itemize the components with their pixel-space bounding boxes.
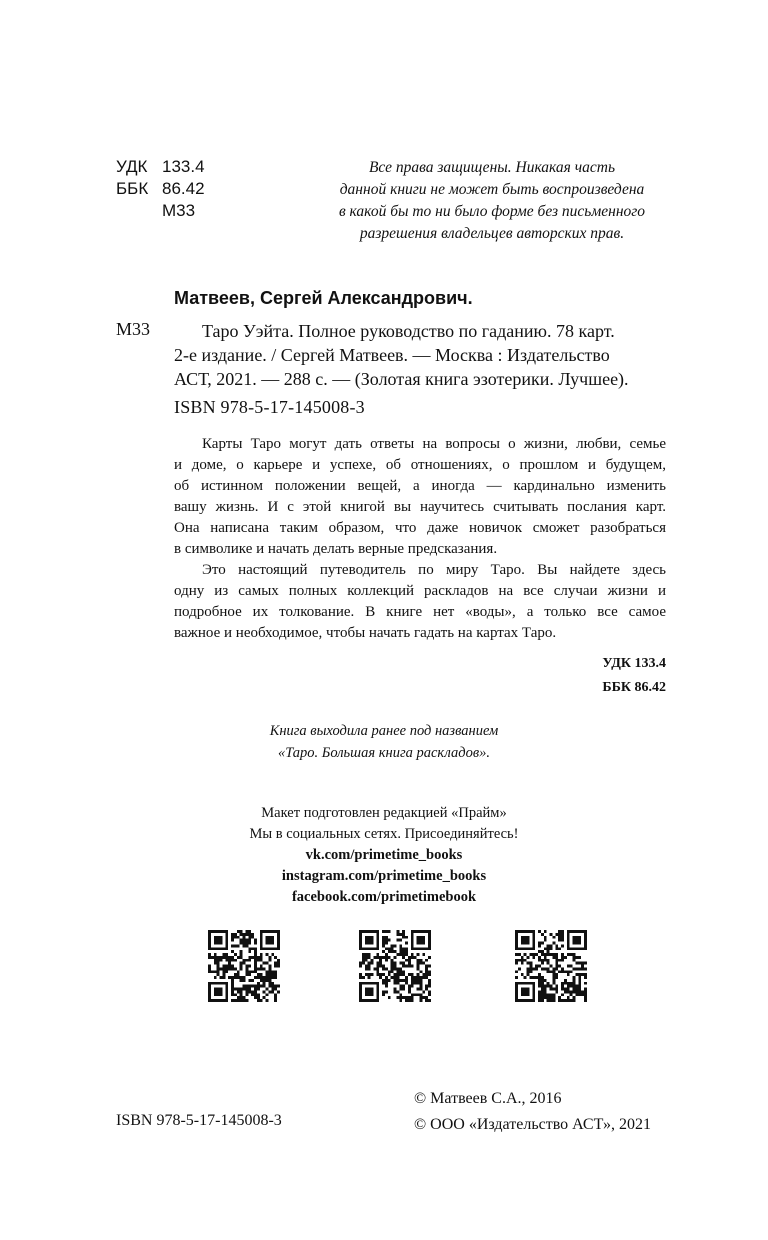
author-heading: Матвеев, Сергей Александрович. [174,288,473,308]
qr-code-icon [208,930,280,1002]
annotation-line: в символике и начать делать верные предсказания. [174,541,498,557]
biblio-line: Таро Уэйта. Полное руководство по гаданию. 78 карт. [202,321,615,341]
annotation-line: и доме, о карьере и успехе, об отношениях, о прошлом и будущем, [174,457,666,473]
note-line: «Таро. Большая книга раскладов». [278,745,490,761]
instagram-link[interactable]: instagram.com/primetime_books [281,868,487,884]
annotation-line: важное и необходимое, чтобы начать гадать на картах Таро. [174,625,557,641]
isbn-record: ISBN 978-5-17-145008-3 [174,397,365,417]
editorial-block [184,803,584,908]
bbk-value: 86.42 [162,179,205,198]
facebook-qr-code[interactable] [515,930,587,1002]
editorial-line: Макет подготовлен редакцией «Прайм» [261,805,507,821]
qr-code-icon [359,930,431,1002]
author-code-top: М33 [162,201,196,220]
instagram-qr-code[interactable] [359,930,431,1002]
rights-line: в какой бы то ни было форме без письменного [338,203,646,220]
udk-row [116,156,205,178]
previous-edition-note [184,720,584,764]
vk-qr-code[interactable] [208,930,280,1002]
social-invite: Мы в социальных сетях. Присоединяйтесь! [249,826,519,842]
classification-block [116,156,205,222]
udk-right: УДК 133.4 [602,656,666,671]
copyright-line: © Матвеев С.А., 2016 [414,1090,562,1107]
rights-notice [318,157,666,245]
biblio-line: 2-е издание. / Сергей Матвеев. — Москва : Издательство [174,345,610,365]
rights-line: данной книги не может быть воспроизведена [339,181,645,198]
note-line: Книга выходила ранее под названием [269,723,499,739]
copyright-line: © ООО «Издательство АСТ», 2021 [414,1116,651,1133]
bbk-label: ББК [116,179,149,198]
rights-line: разрешения владельцев авторских прав. [359,225,625,242]
biblio-line: АСТ, 2021. — 288 с. — (Золотая книга эзотерики. Лучшее). [174,369,629,389]
bbk-right: ББК 86.42 [602,680,666,695]
vk-link[interactable]: vk.com/primetime_books [305,847,463,863]
qr-code-icon [515,930,587,1002]
annotation-line: подробное их толкование. В книге нет «воды», а только все самое [174,604,666,620]
annotation-line: Карты Таро могут дать ответы на вопросы о жизни, любви, семье [202,436,666,452]
annotation-line: Она написана таким образом, что даже новичок сможет разобраться [174,520,666,536]
isbn-footer: ISBN 978-5-17-145008-3 [116,1112,282,1129]
annotation-line: одну из самых полных коллекций раскладов на все случаи жизни и [174,583,666,599]
author-code: М33 [116,319,151,339]
classification-right [560,652,666,700]
copyright-block [414,1086,651,1138]
udk-label: УДК [116,157,148,176]
facebook-link[interactable]: facebook.com/primetimebook [291,889,477,905]
rights-line: Все права защищены. Никакая часть [368,159,616,176]
annotation-line: Это настоящий путеводитель по миру Таро. Вы найдете здесь [202,562,666,578]
annotation-line: вашу жизнь. И с этой книгой вы научитесь считывать послания карт. [174,499,666,515]
annotation [174,434,666,644]
bbk-row [116,178,205,200]
author-code-row [116,200,205,222]
bibliographic-record [174,319,666,391]
udk-value: 133.4 [162,157,205,176]
annotation-line: об истинном положении вещей, а иногда — кардинально изменить [174,478,666,494]
